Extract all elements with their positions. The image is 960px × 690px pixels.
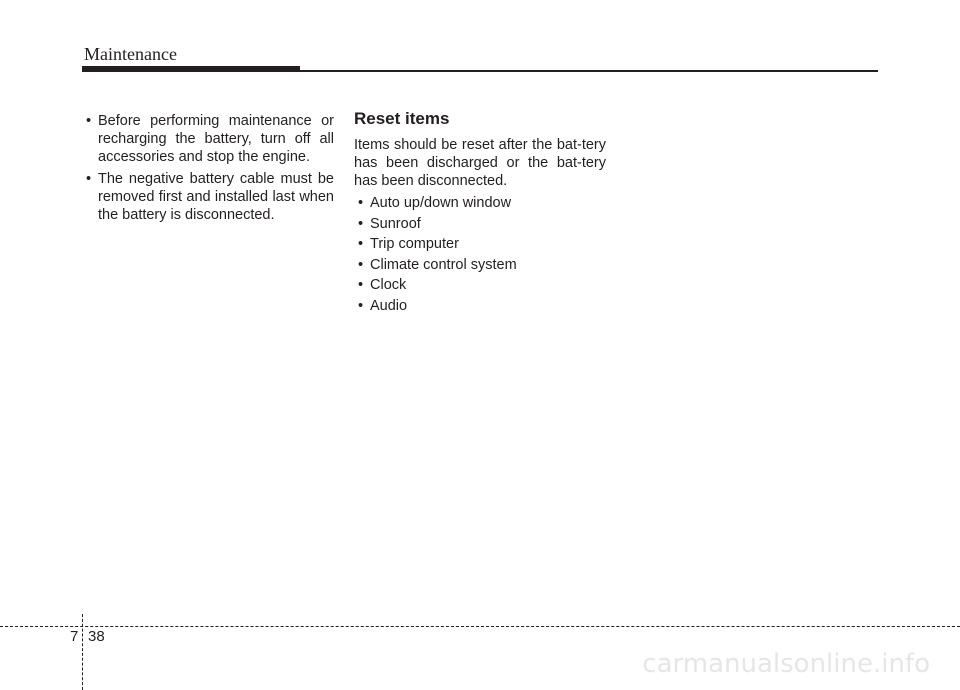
reset-items-list xyxy=(354,194,606,315)
bullet-negative-cable: • The negative battery cable must be removed first and installed last when the battery is disconnected. xyxy=(82,170,334,224)
header-rule-thick xyxy=(82,66,300,72)
reset-item-trip-computer: • Trip computer xyxy=(354,235,606,253)
bullet-maintenance-caution: • Before performing maintenance or recharging the battery, turn off all accessories and stop the engine. xyxy=(82,112,334,166)
header-rule-thin xyxy=(300,70,878,72)
left-column xyxy=(82,112,334,228)
section-heading: Reset items xyxy=(354,109,450,128)
footer-dashed-rule xyxy=(0,626,960,627)
page-header-title: Maintenance xyxy=(84,44,177,64)
reset-items-section xyxy=(354,110,606,318)
footer-dashed-divider xyxy=(82,614,83,690)
chapter-number: 7 xyxy=(70,628,79,645)
watermark-text: carmanualsonline.info xyxy=(642,649,930,679)
section-intro: Items should be reset after the bat-tery has been discharged or the bat-tery has been disconnected. xyxy=(354,137,606,189)
reset-item-audio: • Audio xyxy=(354,297,606,315)
reset-item-sunroof: • Sunroof xyxy=(354,215,606,233)
page-number: 38 xyxy=(88,628,105,645)
reset-item-window: • Auto up/down window xyxy=(354,194,606,212)
reset-item-clock: • Clock xyxy=(354,276,606,294)
reset-item-climate: • Climate control system xyxy=(354,256,606,274)
